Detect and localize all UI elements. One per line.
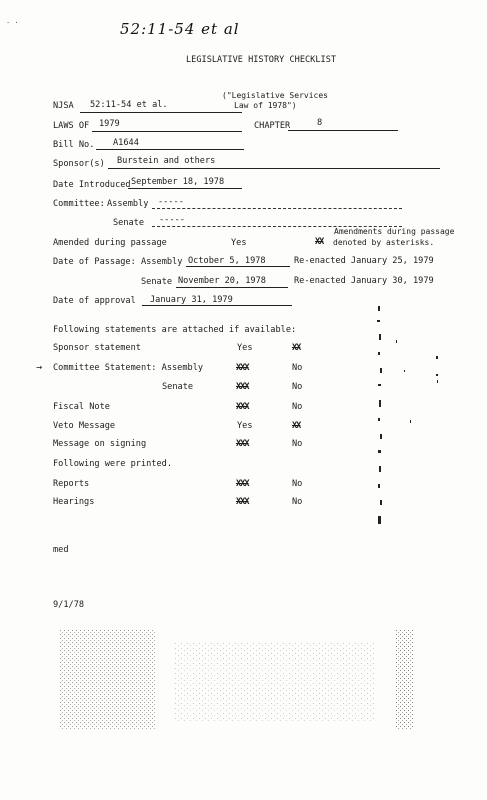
njsa-value: 52:11-54 et al. (90, 100, 168, 110)
amended-label: Amended during passage (53, 238, 167, 248)
laws-of-underline (92, 131, 242, 132)
committee-assembly-underline (152, 208, 402, 209)
committee-label: Committee: (53, 199, 105, 209)
sponsors-label: Sponsor(s) (53, 159, 105, 169)
bill-no-value: A1644 (113, 138, 139, 148)
statement-message-on-signing-no: No (292, 439, 303, 449)
bill-no-label: Bill No. (53, 140, 95, 150)
short-title-line1: ("Legislative Services (222, 91, 328, 100)
amendments-note-line2: denoted by asterisks. (333, 238, 435, 247)
passage-assembly-reenacted: Re-enacted January 25, 1979 (294, 256, 434, 266)
statement-committee-senate-label: Senate (162, 382, 194, 392)
statement-veto-message-no-struck: XX (292, 421, 301, 431)
printed-hearings-label: Hearings (53, 497, 95, 507)
passage-senate-date: November 20, 1978 (178, 276, 266, 286)
statement-sponsor-yes: Yes (237, 343, 253, 353)
committee-assembly-label: Assembly (107, 199, 149, 209)
passage-assembly-label: Assembly (141, 257, 183, 267)
date-introduced-label: Date Introduced (53, 180, 131, 190)
statement-sponsor-label: Sponsor statement (53, 343, 141, 353)
chapter-label: CHAPTER (254, 121, 291, 131)
laws-of-label: LAWS OF (53, 121, 90, 131)
committee-assembly-value: ----- (158, 197, 184, 207)
margin-arrow-mark: → (36, 362, 43, 373)
handwritten-citation: 52:11-54 et al (120, 20, 240, 38)
initials: med (53, 545, 69, 555)
passage-assembly-underline (186, 266, 290, 267)
date-of-passage-label: Date of Passage: (53, 257, 136, 267)
statement-fiscal-note-yes-struck: XXX (236, 402, 249, 412)
printed-hearings-no: No (292, 497, 303, 507)
passage-senate-underline (176, 287, 288, 288)
statement-fiscal-note-label: Fiscal Note (53, 402, 110, 412)
scan-noise-bottom (0, 622, 487, 742)
amendments-note-line1: Amendments during passage (334, 227, 455, 236)
bill-no-underline (96, 149, 244, 150)
statement-veto-message-label: Veto Message (53, 421, 116, 431)
passage-assembly-date: October 5, 1978 (188, 256, 266, 266)
amended-yes: Yes (231, 238, 247, 248)
statement-committee-assembly-no: No (292, 363, 303, 373)
statement-message-on-signing-yes-struck: XXX (236, 439, 249, 449)
printed-reports-label: Reports (53, 479, 90, 489)
date-introduced-underline (128, 188, 242, 189)
njsa-underline (80, 112, 242, 113)
chapter-value: 8 (317, 118, 323, 128)
printed-reports-no: No (292, 479, 303, 489)
date-of-approval-label: Date of approval (53, 296, 136, 306)
printed-heading: Following were printed. (53, 459, 172, 469)
statement-sponsor-no-struck: XX (292, 343, 301, 353)
scan-edge-artifact (366, 300, 446, 540)
laws-of-value: 1979 (99, 119, 120, 129)
printed-hearings-yes-struck: XXX (236, 497, 249, 507)
passage-senate-label: Senate (141, 277, 173, 287)
date-introduced-value: September 18, 1978 (131, 177, 225, 187)
committee-senate-value: ----- (159, 215, 185, 225)
statement-committee-senate-no: No (292, 382, 303, 392)
amended-no-struck: XX (315, 237, 324, 247)
page-title: LEGISLATIVE HISTORY CHECKLIST (186, 55, 337, 65)
statement-committee-assembly-label: Committee Statement: Assembly (53, 363, 204, 373)
statement-committee-senate-yes-struck: XXX (236, 382, 249, 392)
short-title-line2: Law of 1978") (234, 101, 297, 110)
statement-veto-message-yes: Yes (237, 421, 253, 431)
chapter-underline (288, 130, 398, 131)
statement-committee-assembly-yes-struck: XXX (236, 363, 249, 373)
statement-message-on-signing-label: Message on signing (53, 439, 147, 449)
date-of-approval-underline (142, 305, 292, 306)
margin-specks: · · (6, 19, 19, 27)
passage-senate-reenacted: Re-enacted January 30, 1979 (294, 276, 434, 286)
printed-reports-yes-struck: XXX (236, 479, 249, 489)
statement-fiscal-note-no: No (292, 402, 303, 412)
committee-senate-label: Senate (113, 218, 145, 228)
njsa-label: NJSA (53, 101, 74, 111)
sponsors-underline (108, 168, 440, 169)
date-of-approval-value: January 31, 1979 (150, 295, 233, 305)
date-stamp: 9/1/78 (53, 600, 85, 610)
sponsors-value: Burstein and others (117, 156, 216, 166)
statements-heading: Following statements are attached if available: (53, 325, 297, 335)
